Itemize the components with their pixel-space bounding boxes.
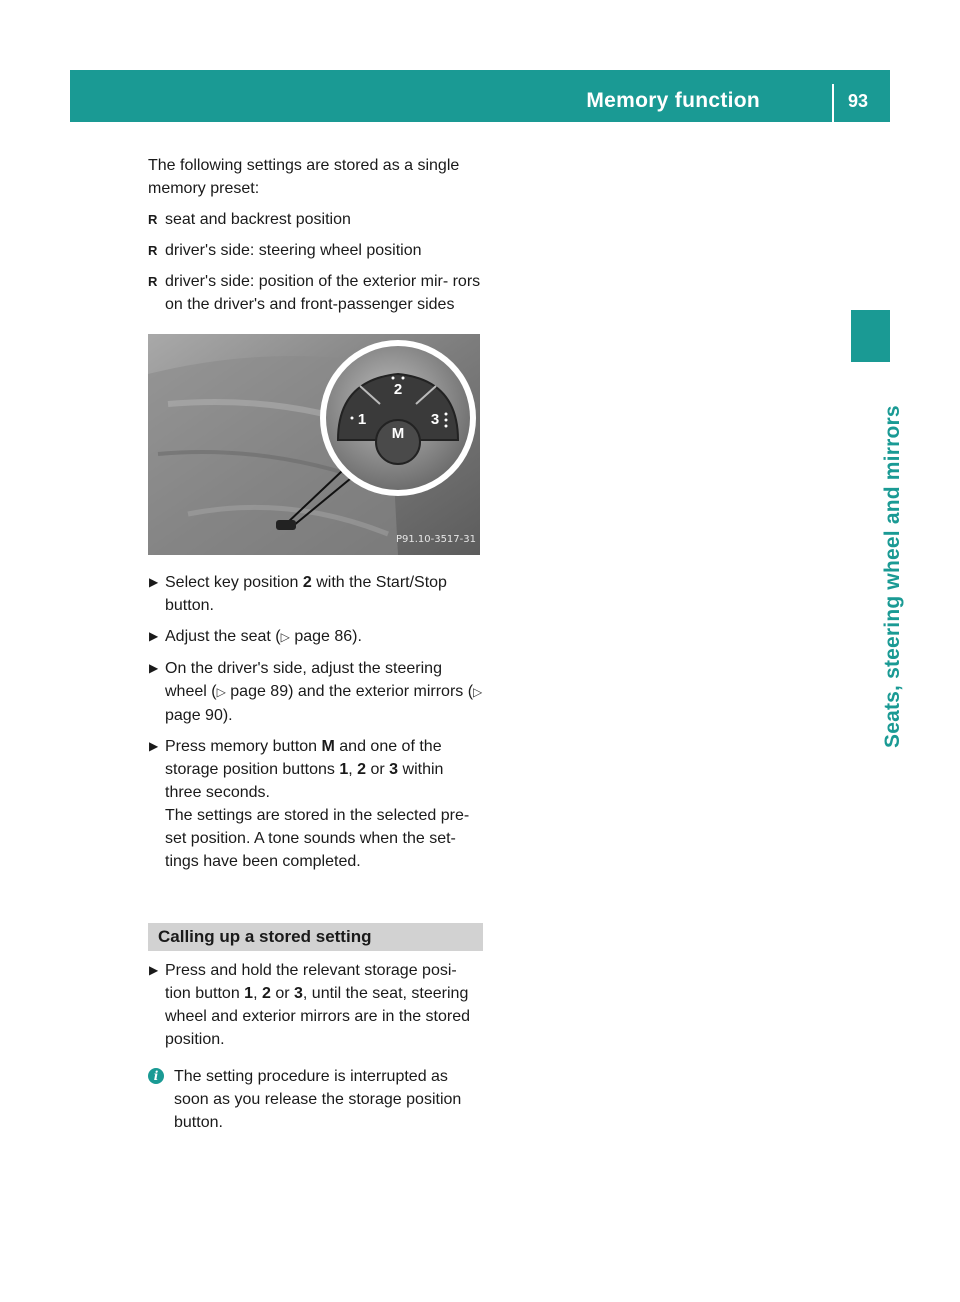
page-number: 93 [848, 91, 869, 111]
seat-illustration [148, 334, 480, 555]
list-item [148, 239, 483, 262]
step-arrow-icon: ▶ [149, 963, 159, 977]
list-item-text: driver's side: steering wheel position [165, 242, 422, 259]
list-item-text: driver's side: position of the exterior mir- rors on the driver's and front-passenger sides [165, 273, 481, 313]
step-arrow-icon: ▶ [149, 661, 159, 675]
info-note [148, 1065, 483, 1134]
page-ref-icon: ▷ [473, 685, 483, 699]
step-item [148, 735, 483, 873]
step-text: Select key position [165, 574, 303, 591]
step-arrow-icon: ▶ [149, 629, 159, 643]
button-ref: 2 [357, 761, 367, 778]
list-item-text: seat and backrest position [165, 211, 351, 228]
step-text: On the driver's side, adjust the steering wheel ( [165, 660, 442, 700]
header-divider [832, 84, 834, 122]
bullet-icon: R [148, 243, 158, 258]
intro-text: The following settings are stored as a single memory preset: [148, 157, 460, 197]
note-text: The setting procedure is interrupted as soon as you release the storage position button. [174, 1068, 462, 1131]
step-result: The settings are stored in the selected pre- set position. A tone sounds when the set- tings have been completed. [165, 807, 470, 870]
list-item [148, 270, 483, 316]
button-ref: 2 [261, 985, 271, 1002]
page-ref-icon: ▷ [216, 685, 226, 699]
step-arrow-icon: ▶ [149, 739, 159, 753]
chapter-tab [851, 310, 890, 362]
button-ref: 1 [244, 985, 254, 1002]
page-title: Memory function [586, 89, 760, 112]
key-position: 2 [302, 574, 312, 591]
bullet-icon: R [148, 212, 158, 227]
header-bar [70, 70, 890, 122]
button-m-label: M [391, 425, 405, 442]
button-ref: 3 [294, 985, 303, 1002]
chapter-title: Seats, steering wheel and mirrors [880, 405, 904, 748]
step-item [148, 959, 483, 1051]
button-2-label: 2 [393, 381, 403, 398]
step-text: Adjust the seat ( [165, 628, 281, 645]
page-reference-link[interactable]: page 86). [294, 628, 362, 645]
figure-code: P91.10-3517-31 [395, 534, 476, 545]
button-3-label: 3 [430, 411, 440, 428]
button-ref: 3 [389, 761, 399, 778]
section-heading: Calling up a stored setting [148, 923, 483, 951]
step-text: , [253, 985, 262, 1002]
bullet-icon: R [148, 274, 158, 289]
step-text: Press and hold the relevant storage posi- tion button [165, 962, 457, 1002]
step-text: with the Start/Stop button. [165, 574, 447, 614]
step-text: or [366, 761, 390, 778]
button-ref: 1 [339, 761, 349, 778]
main-column [148, 154, 483, 1134]
step-arrow-icon: ▶ [149, 575, 159, 589]
step-text: within three seconds. [165, 761, 444, 801]
page-reference-link[interactable]: page 89) and the exterior mirrors ( [230, 683, 474, 700]
page-ref-icon: ▷ [280, 630, 290, 644]
step-text: , [348, 761, 358, 778]
step-item [148, 657, 483, 727]
memory-buttons-figure [148, 334, 480, 555]
page-reference-link[interactable]: page 90). [165, 707, 233, 724]
step-text: Press memory button [165, 738, 322, 755]
step-item [148, 625, 483, 649]
step-text: , until the seat, steering wheel and exterior mirrors are in the stored position. [165, 985, 471, 1048]
step-item [148, 571, 483, 617]
list-item [148, 208, 483, 231]
step-text: or [270, 985, 294, 1002]
info-icon: i [148, 1068, 164, 1084]
step-text: and one of the storage position buttons [165, 738, 442, 778]
memory-button-ref: M [321, 738, 335, 755]
button-1-label: 1 [357, 411, 367, 428]
chapter-label [851, 370, 904, 750]
